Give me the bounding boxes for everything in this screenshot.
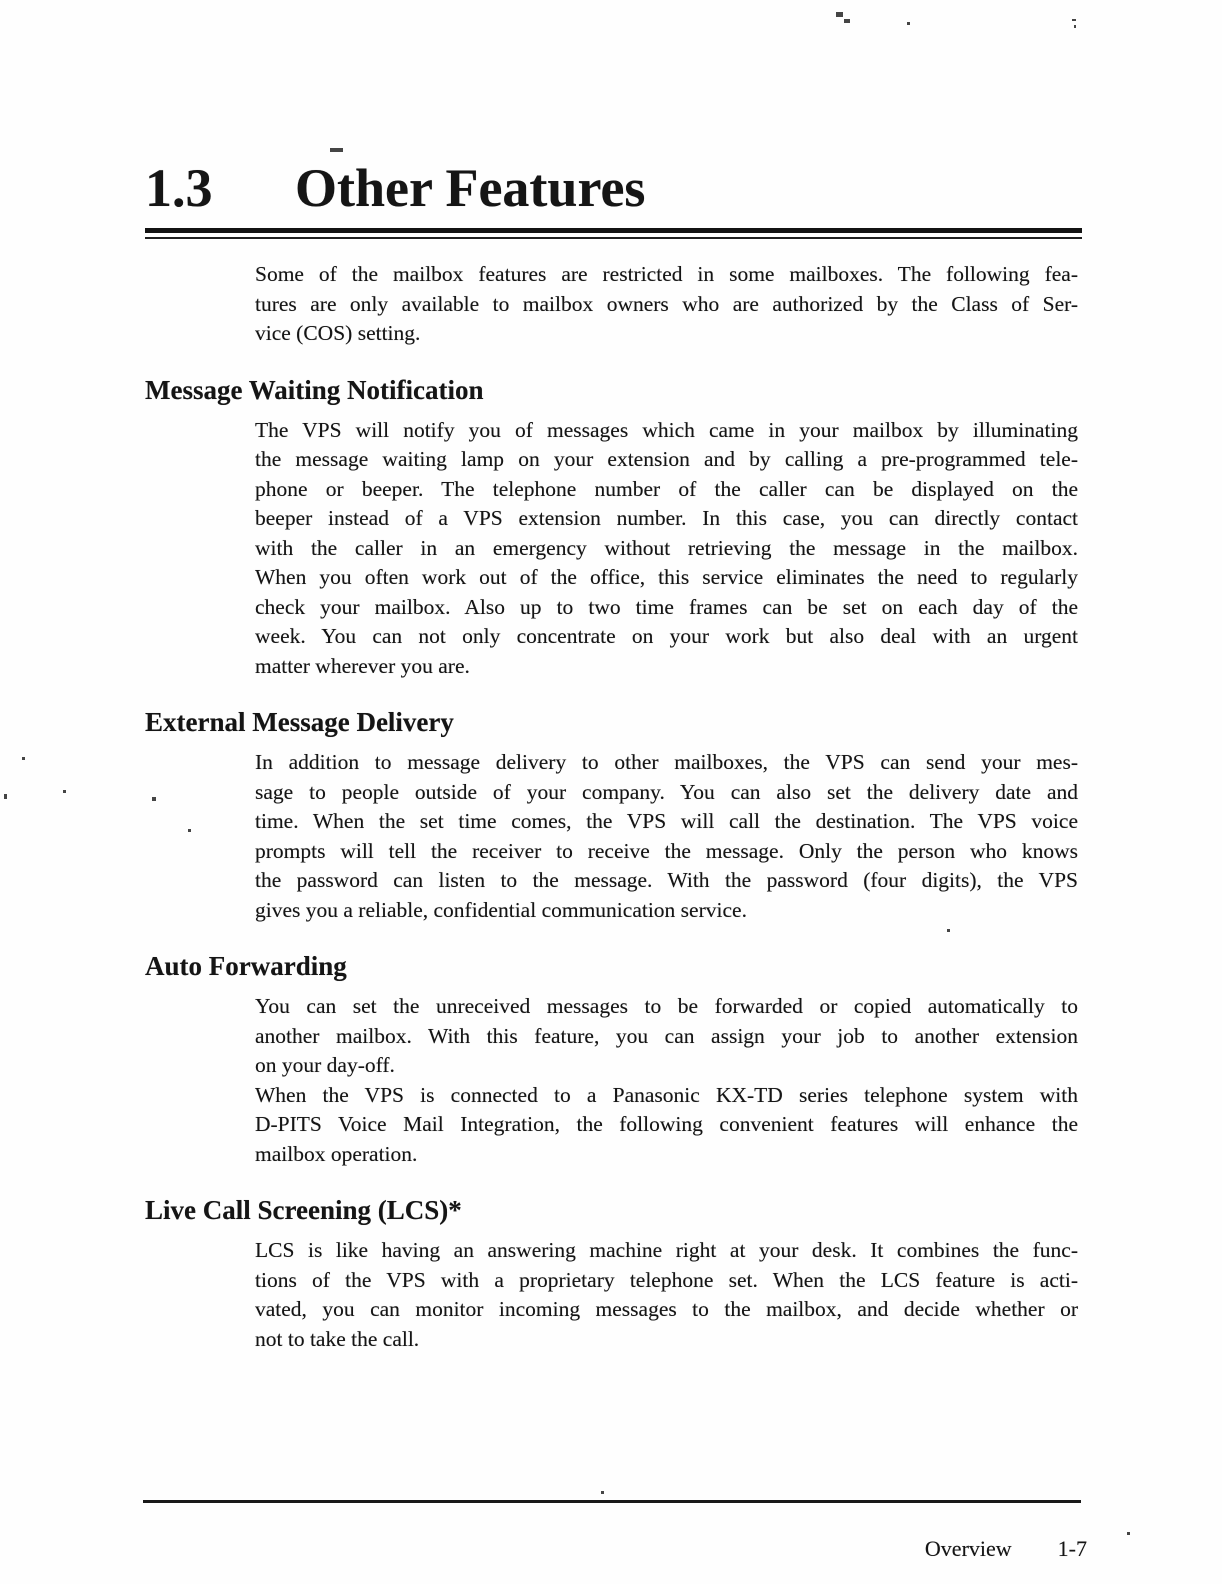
text-line: check your mailbox. Also up to two time frames can be set on each day of the [255,594,1078,619]
text-line: beeper instead of a VPS extension number. In this case, you can directly contact [255,506,1078,530]
text-line: The VPS will notify you of messages which came in your mailbox by illuminating [255,417,1078,442]
text-line: another mailbox. With this feature, you can assign your job to another extension [255,1023,1078,1048]
text-line: time. When the set time comes, the VPS will call the destination. The VPS voice [255,809,1078,833]
text-line: vated, you can monitor incoming messages to the mailbox, and decide whether or [255,1297,1078,1321]
paragraph-message-waiting-notification [255,416,1078,682]
text-line: vice (COS) setting. [255,321,421,345]
footer-rule [143,1500,1081,1503]
text-line: prompts will tell the receiver to receive the message. Only the person who knows [255,838,1078,863]
paragraph-external-message-delivery [255,748,1078,925]
scan-speckle [4,794,7,799]
text-line: mailbox operation. [255,1141,418,1166]
section-heading-auto-forwarding: Auto Forwarding [145,951,347,981]
paragraph-auto-forwarding [255,992,1078,1081]
paragraph-live-call-screening [255,1236,1078,1354]
section-heading-external-message-delivery: External Message Delivery [145,707,454,737]
footer-chapter-label: Overview [924,1536,1012,1561]
page-footer [143,1534,1087,1564]
scan-speckle [1127,1532,1130,1535]
title-rule-thin [145,237,1082,239]
text-line: the message waiting lamp on your extension and by calling a pre-programmed tele- [255,447,1078,471]
text-line: When the VPS is connected to a Panasonic KX-TD series telephone system with [255,1082,1078,1107]
intro-paragraph [255,260,1078,349]
page-title-text: Other Features [295,158,646,218]
text-line: with the caller in an emergency without retrieving the message in the mailbox. [255,535,1078,560]
text-line: sage to people outside of your company. You can also set the delivery date and [255,779,1078,804]
text-line: not to take the call. [255,1326,420,1351]
text-line: gives you a reliable, confidential communication service. [255,897,747,922]
text-line: tures are only available to mailbox owners who are authorized by the Class of Ser- [255,291,1078,316]
text-line: phone or beeper. The telephone number of the caller can be displayed on the [255,476,1078,501]
paragraph-auto-forwarding-continued [255,1081,1078,1170]
text-line: Some of the mailbox features are restricted in some mailboxes. The following fea- [255,262,1078,286]
text-line: the password can listen to the message. With the password (four digits), the VPS [255,868,1078,892]
text-line: week. You can not only concentrate on your work but also deal with an urgent [255,624,1078,648]
scan-speckle [63,790,66,793]
text-line: on your day-off. [255,1053,395,1077]
text-line: tions of the VPS with a proprietary telephone set. When the LCS feature is acti- [255,1267,1078,1292]
section-heading-live-call-screening: Live Call Screening (LCS)* [145,1195,462,1225]
footer-page-number: 1-7 [1057,1536,1087,1561]
scan-speckle [601,1491,604,1494]
section-heading-message-waiting-notification: Message Waiting Notification [145,374,484,405]
text-line: When you often work out of the office, this service eliminates the need to regularly [255,565,1078,589]
text-line: matter wherever you are. [255,653,470,678]
section-number: 1.3 [145,158,213,218]
text-line: LCS is like having an answering machine right at your desk. It combines the func- [255,1238,1078,1262]
page-content [145,0,1082,1354]
title-rule-thick [145,228,1082,233]
scan-speckle [22,757,25,760]
text-line: You can set the unreceived messages to be forwarded or copied automatically to [255,994,1078,1018]
page-title [145,160,1082,217]
text-line: In addition to message delivery to other mailboxes, the VPS can send your mes- [255,750,1078,774]
text-line: D-PITS Voice Mail Integration, the following convenient features will enhance the [255,1112,1078,1136]
